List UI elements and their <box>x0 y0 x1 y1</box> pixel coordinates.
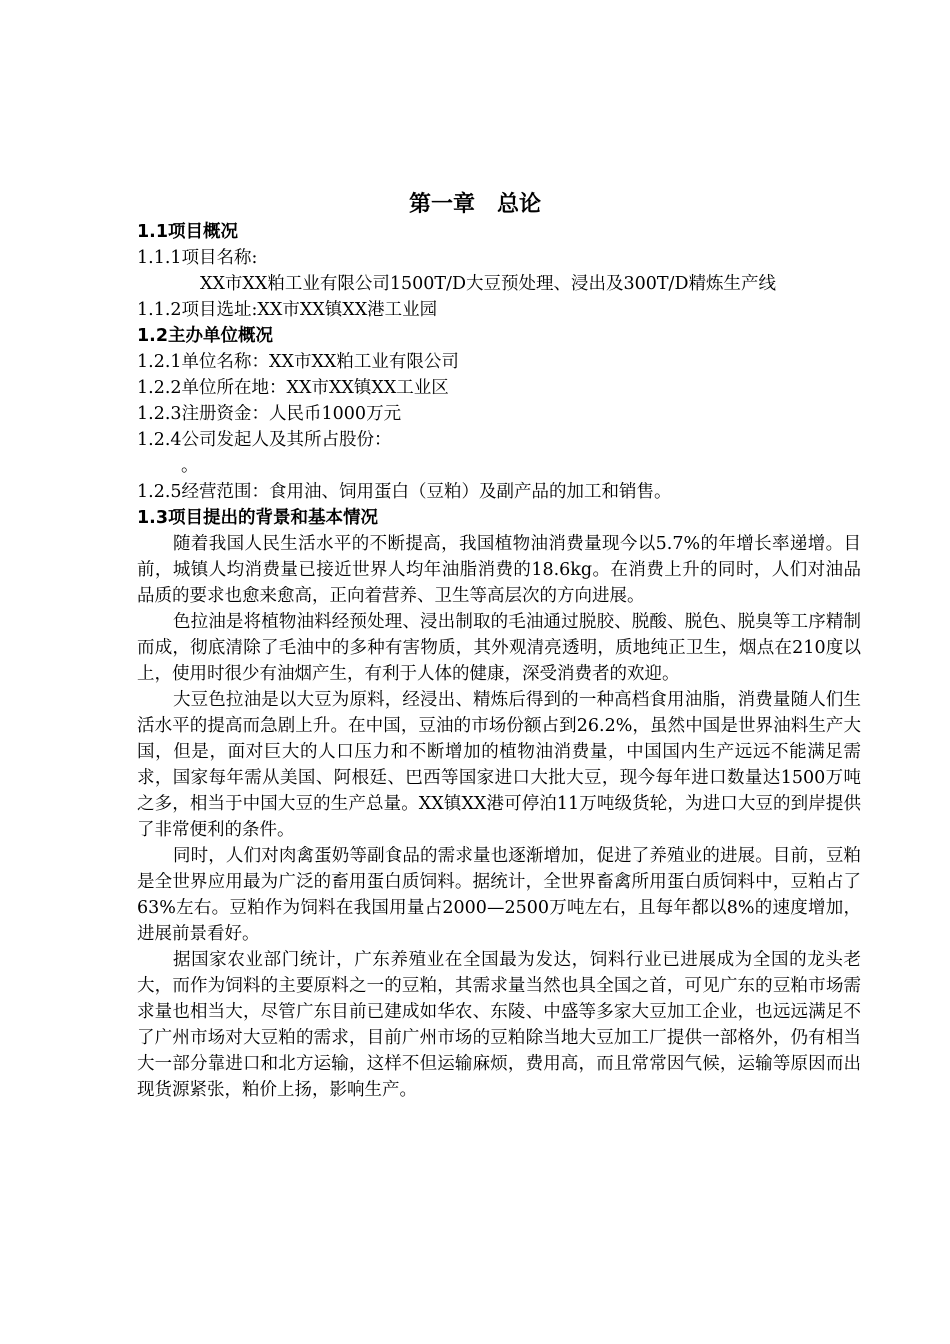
document-body <box>137 219 861 1103</box>
section-heading-1-2: 1.2主办单位概况 <box>137 326 274 346</box>
paragraph-background-1: 随着我国人民生活水平的不断提高，我国植物油消费量现今以5.7%的年增长率递增。目前，城镇人均消费量已接近世界人均年油脂消费的18.6kg。在消费上升的同时，人们对油品品质的要求也愈来愈高，正向着营养、卫生等高层次的方向进展。 <box>137 534 861 606</box>
chapter-title: 第一章 总论 <box>408 192 541 217</box>
section-heading-1-3: 1.3项目提出的背景和基本情况 <box>137 508 379 528</box>
item-founders-shares-value: 。 <box>181 456 199 476</box>
paragraph-background-5: 据国家农业部门统计，广东养殖业在全国最为发达，饲料行业已进展成为全国的龙头老大，而作为饲料的主要原料之一的豆粕，其需求量当然也具全国之首，可见广东的豆粕市场需求量也相当大，尽管广东目前已建成如华农、东陵、中盛等多家大豆加工企业，也远远满足不了广州市场对大豆粕的需求，目前广州市场的豆粕除当地大豆加工厂提供一部格外，仍有相当大一部分靠进口和北方运输，这样不但运输麻烦，费用高，而且常常因气候，运输等原因而出现货源紧张，粕价上扬，影响生产。 <box>137 950 861 1100</box>
item-unit-name: 1.2.1单位名称：XX市XX粕工业有限公司 <box>137 352 459 372</box>
item-registered-capital: 1.2.3注册资金：人民币1000万元 <box>137 404 402 424</box>
item-unit-location: 1.2.2单位所在地：XX市XX镇XX工业区 <box>137 378 449 398</box>
item-founders-shares: 1.2.4公司发起人及其所占股份： <box>137 430 392 450</box>
paragraph-background-4: 同时，人们对肉禽蛋奶等副食品的需求量也逐渐增加，促进了养殖业的进展。目前，豆粕是全世界应用最为广泛的畜用蛋白质饲料。据统计，全世界畜禽所用蛋白质饲料中，豆粕占了63%左右。豆粕作为饲料在我国用量占2000—2500万吨左右，且每年都以8%的速度增加，进展前景看好。 <box>137 846 861 944</box>
item-business-scope: 1.2.5经营范围：食用油、饲用蛋白（豆粕）及副产品的加工和销售。 <box>137 482 672 502</box>
item-project-site: 1.1.2项目选址:XX市XX镇XX港工业园 <box>137 300 438 320</box>
paragraph-background-2: 色拉油是将植物油料经预处理、浸出制取的毛油通过脱胶、脱酸、脱色、脱臭等工序精制而成，彻底清除了毛油中的多种有害物质，其外观清亮透明，质地纯正卫生，烟点在210度以上，使用时很少有油烟产生，有利于人体的健康，深受消费者的欢迎。 <box>137 612 861 684</box>
item-project-name-label: 1.1.1项目名称: <box>137 248 258 268</box>
section-heading-1-1: 1.1项目概况 <box>137 222 239 242</box>
paragraph-background-3: 大豆色拉油是以大豆为原料，经浸出、精炼后得到的一种高档食用油脂，消费量随人们生活水平的提高而急剧上升。在中国，豆油的市场份额占到26.2%，虽然中国是世界油料生产大国，但是，面对巨大的人口压力和不断增加的植物油消费量，中国国内生产远远不能满足需求，国家每年需从美国、阿根廷、巴西等国家进口大批大豆，现今每年进口数量达1500万吨之多，相当于中国大豆的生产总量。XX镇XX港可停泊11万吨级货轮，为进口大豆的到岸提供了非常便利的条件。 <box>137 690 861 840</box>
item-project-name-value: XX市XX粕工业有限公司1500T/D大豆预处理、浸出及300T/D精炼生产线 <box>200 274 776 294</box>
